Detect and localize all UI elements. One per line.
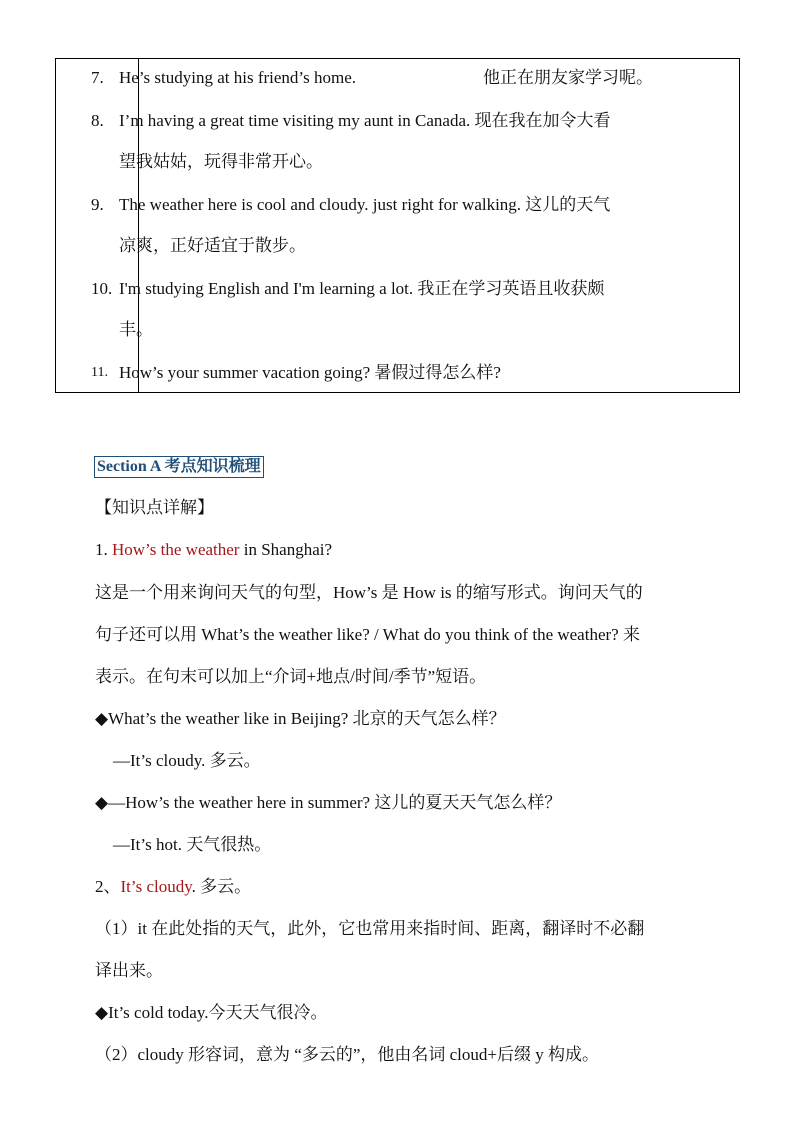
row-number: 8. bbox=[91, 111, 104, 130]
row-text-continued: 丰。 bbox=[119, 320, 153, 339]
highlight-phrase: How’s the weather bbox=[112, 540, 240, 559]
row-text: He’s studying at his friend’s home. bbox=[119, 68, 357, 87]
row-text-continued: 望我姑姑，玩得非常开心。 bbox=[119, 152, 323, 171]
row-text: I'm studying English and I'm learning a lot. 我正在学习英语且收获颇 bbox=[119, 279, 605, 298]
section-title: Section A 考点知识梳理 bbox=[94, 456, 264, 478]
highlight-phrase: It’s cloudy bbox=[120, 877, 192, 896]
example-answer: —It’s hot. 天气很热。 bbox=[113, 835, 272, 854]
row-text: The weather here is cool and cloudy. just right for walking. 这儿的天气 bbox=[119, 195, 611, 214]
example-sentence: ◆It’s cold today.今天天气很冷。 bbox=[95, 1003, 328, 1022]
paragraph: （2）cloudy 形容词，意为 “多云的”，他由名词 cloud+后缀 y 构成。 bbox=[95, 1045, 599, 1064]
point-number: 2、 bbox=[95, 877, 121, 896]
sentence-table bbox=[55, 58, 740, 393]
row-number: 11. bbox=[91, 365, 108, 380]
row-number: 7. bbox=[91, 68, 104, 87]
row-text: How’s your summer vacation going? 暑假过得怎么样? bbox=[119, 363, 501, 382]
row-number: 10. bbox=[91, 279, 113, 298]
example-answer: —It’s cloudy. 多云。 bbox=[113, 751, 261, 770]
row-text-continued: 凉爽，正好适宜于散步。 bbox=[119, 236, 306, 255]
paragraph: 这是一个用来询问天气的句型，How’s 是 How is 的缩写形式。询问天气的 bbox=[95, 583, 643, 602]
row-translation: 他正在朋友家学习呢。 bbox=[483, 68, 653, 87]
point-text: . 多云。 bbox=[191, 877, 252, 896]
paragraph: 译出来。 bbox=[95, 961, 163, 980]
point-2-title bbox=[95, 877, 251, 897]
row-text: I’m having a great time visiting my aunt in Canada. 现在我在加令大看 bbox=[119, 111, 611, 130]
point-1-title bbox=[95, 540, 332, 560]
table-left-cell bbox=[56, 59, 139, 392]
point-number: 1. bbox=[95, 540, 112, 559]
point-text: in Shanghai? bbox=[239, 540, 333, 559]
paragraph: 表示。在句末可以加上“介词+地点/时间/季节”短语。 bbox=[95, 667, 487, 686]
knowledge-heading: 【知识点详解】 bbox=[95, 498, 214, 517]
paragraph: 句子还可以用 What’s the weather like? / What do you think of the weather? 来 bbox=[95, 625, 640, 644]
row-number: 9. bbox=[91, 195, 104, 214]
example-sentence: ◆What’s the weather like in Beijing? 北京的天气怎么样？ bbox=[95, 709, 506, 728]
paragraph: （1）it 在此处指的天气，此外，它也常用来指时间、距离，翻译时不必翻 bbox=[95, 919, 645, 938]
example-sentence: ◆—How’s the weather here in summer? 这儿的夏天天气怎么样？ bbox=[95, 793, 562, 812]
